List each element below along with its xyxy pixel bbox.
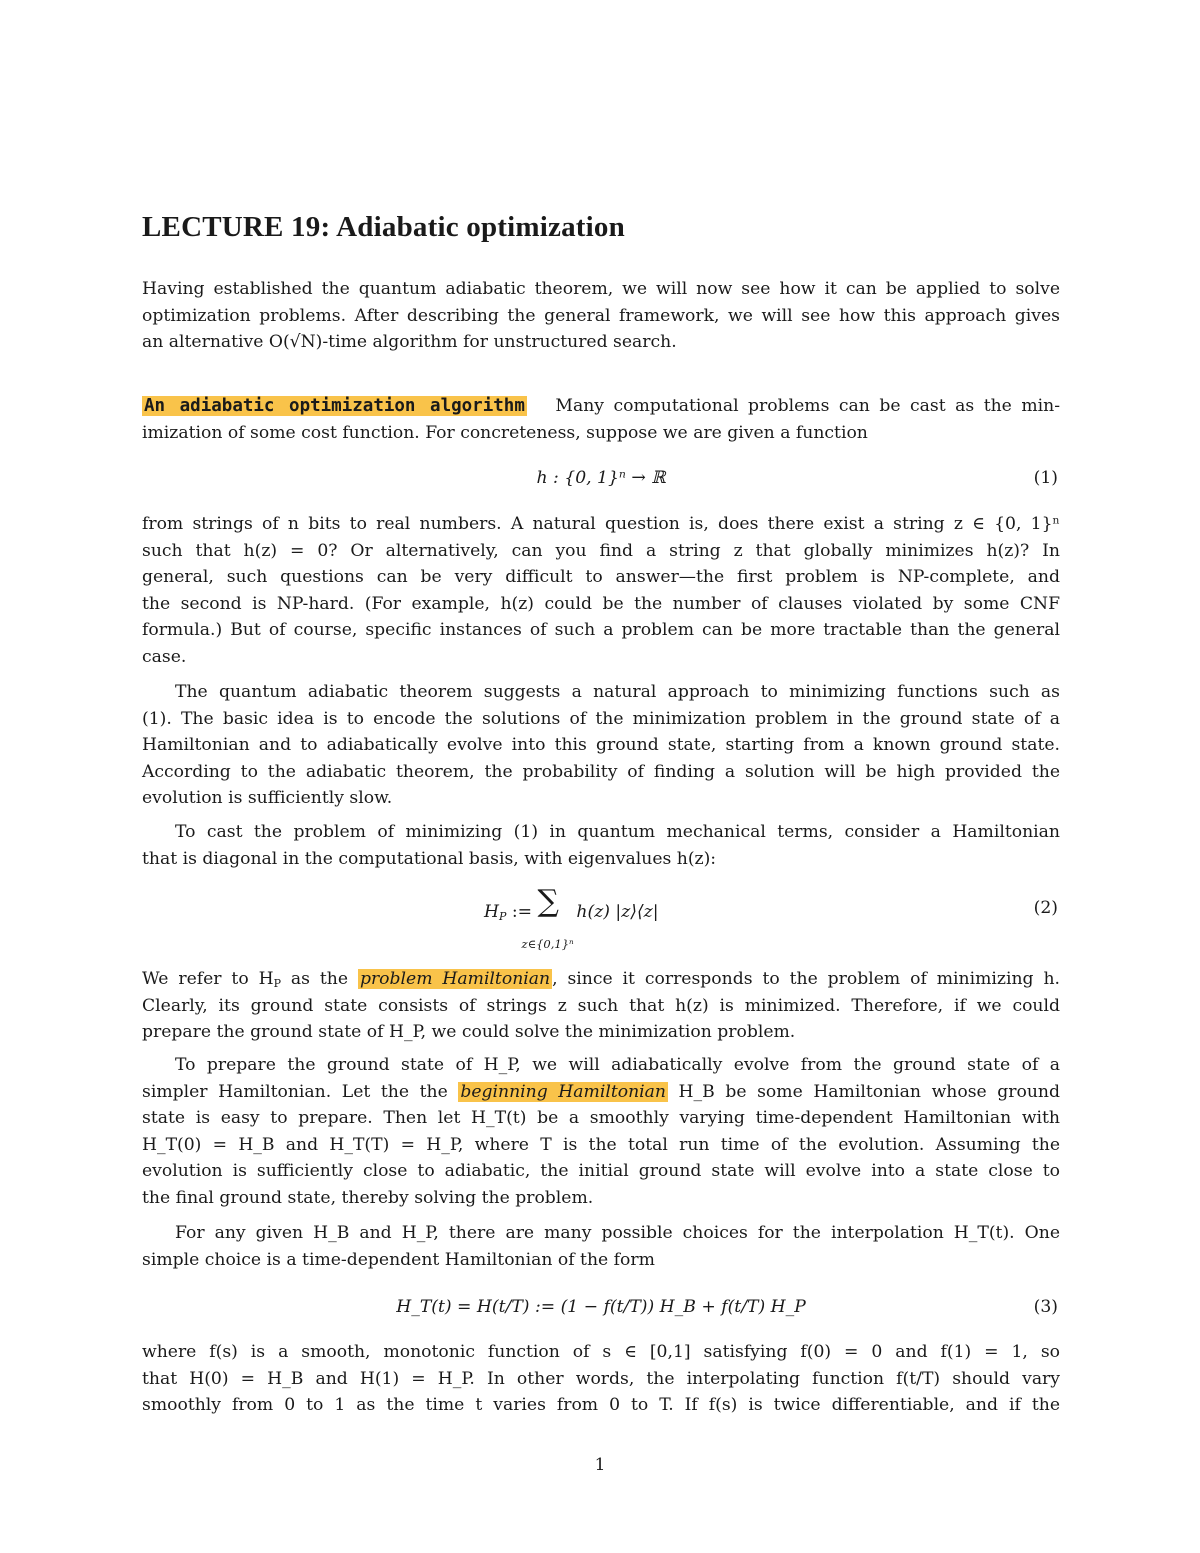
text-line: (1). The basic idea is to encode the solutions of the minimization problem in the ground state of a <box>142 708 1060 729</box>
text-line: an alternative O(√N)-time algorithm for unstructured search. <box>142 332 677 353</box>
text-line: The quantum adiabatic theorem suggests a natural approach to minimizing functions such as <box>175 682 1060 702</box>
summation-sign: ∑ z∈{0,1}ⁿ <box>521 884 574 951</box>
text-line: from strings of n bits to real numbers. A natural question is, does there exist a string z ∈ {0, 1}ⁿ <box>142 514 1060 534</box>
equation-2 <box>142 884 1060 951</box>
equation-body: $H_P$ := ∑ z∈{0,1}ⁿ h(z) |z⟩⟨z| <box>484 884 659 951</box>
text-line: According to the adiabatic theorem, the probability of finding a solution will be high provided the <box>142 761 1060 782</box>
problem-paragraph <box>142 511 1060 671</box>
text-line: Hamiltonian and to adiabatically evolve into this ground state, starting from a known ground state. <box>142 735 1060 756</box>
text-line: prepare the ground state of H_P, we could solve the minimization problem. <box>142 1022 796 1043</box>
text-line: evolution is sufficiently slow. <box>142 788 393 809</box>
text-line: the final ground state, thereby solving the problem. <box>142 1187 594 1208</box>
adiabatic-approach-paragraph <box>142 679 1060 812</box>
text-line: H_T(0) = H_B and H_T(T) = H_P, where T is the total run time of the evolution. Assuming the <box>142 1134 1060 1155</box>
text-line: Clearly, its ground state consists of strings z such that h(z) is minimized. Therefore, if we could <box>142 995 1060 1016</box>
text-line: To cast the problem of minimizing (1) in quantum mechanical terms, consider a Hamiltonian <box>175 822 1060 842</box>
beginning-hamiltonian-paragraph: To prepare the ground state of H_P, we will adiabatically evolve from the ground state of a simpler Hamiltonian. Let the the beginning Hamiltonian H_B be some Hamiltonian whose ground state is easy to prepare. Then let H_T(t) be a smoothly varying time-dependent Hamiltonian with H_T(0) = H_B and H_T(T) = H_P, where T is the total run time of the evolution. Assuming the evolution is sufficiently close to adiabatic, the initial ground state will evolve into a state close to the final ground state, thereby solving the problem. <box>142 1052 1060 1212</box>
section-heading: An adiabatic optimization algorithm <box>144 396 525 416</box>
text-line: such that h(z) = 0? Or alternatively, can you find a string z that globally minimizes h(z)? In <box>142 540 1060 561</box>
text-line: that H(0) = H_B and H(1) = H_P. In other words, the interpolating function f(t/T) should vary <box>142 1368 1060 1389</box>
text-line: that is diagonal in the computational basis, with eigenvalues h(z): <box>142 848 717 869</box>
text-line: case. <box>142 646 187 667</box>
text-line: state is easy to prepare. Then let H_T(t) be a smoothly varying time-dependent Hamiltonian with <box>142 1108 1060 1129</box>
text-line: formula.) But of course, specific instances of such a problem can be more tractable than the general <box>142 620 1060 641</box>
text-line: imization of some cost function. For concreteness, suppose we are given a function <box>142 422 868 443</box>
text-line: general, such questions can be very difficult to answer—the first problem is NP-complete, and <box>142 567 1060 588</box>
highlight-problem-hamiltonian: problem Hamiltonian <box>359 969 551 989</box>
intro-paragraph <box>142 276 1060 356</box>
text-line: For any given H_B and H_P, there are many possible choices for the interpolation H_T(t). One <box>175 1223 1060 1243</box>
highlight-beginning-hamiltonian: beginning Hamiltonian <box>460 1081 666 1102</box>
text-line: Many computational problems can be cast as the min- <box>555 396 1061 416</box>
text-line: the second is NP-hard. (For example, h(z) could be the number of clauses violated by some CNF <box>142 593 1060 614</box>
equation-body: h : {0, 1}ⁿ → ℝ <box>536 468 666 488</box>
text-line: Having established the quantum adiabatic theorem, we will now see how it can be applied to solve <box>142 279 1060 299</box>
text-line: optimization problems. After describing the general framework, we will see how this approach gives <box>142 305 1060 326</box>
section-paragraph <box>142 393 1060 446</box>
text-line: simple choice is a time-dependent Hamiltonian of the form <box>142 1249 655 1270</box>
equation-number: (1) <box>1033 468 1058 488</box>
page-number: 1 <box>594 1455 606 1475</box>
page-title: LECTURE 19: Adiabatic optimization <box>142 211 625 243</box>
text-line: evolution is sufficiently close to adiabatic, the initial ground state will evolve into a state close to <box>142 1161 1060 1182</box>
problem-hamiltonian-paragraph: We refer to $H_P$ as the problem Hamiltonian , since it corresponds to the problem of minimizing h. Clearly, its ground state consists of strings z such that h(z) is minimized. Therefore, if we could prepare the ground state of H_P, we could solve the minimization problem. <box>142 966 1060 1046</box>
text-line: where f(s) is a smooth, monotonic function of s ∈ [0,1] satisfying f(0) = 0 and f(1) = 1, so <box>142 1342 1060 1362</box>
equation-body: H_T(t) = H(t/T) := (1 − f(t/T)) H_B + f(t/T) H_P <box>396 1297 806 1317</box>
text-line: smoothly from 0 to 1 as the time t varies from 0 to T. If f(s) is twice differentiable, and if the <box>142 1395 1060 1416</box>
equation-number: (3) <box>1033 1297 1058 1317</box>
equation-number: (2) <box>1033 898 1058 918</box>
interpolating-function-paragraph <box>142 1339 1060 1419</box>
text-line: To prepare the ground state of H_P, we will adiabatically evolve from the ground state of a <box>175 1055 1060 1075</box>
interpolation-paragraph <box>142 1220 1060 1273</box>
cast-paragraph <box>142 819 1060 872</box>
